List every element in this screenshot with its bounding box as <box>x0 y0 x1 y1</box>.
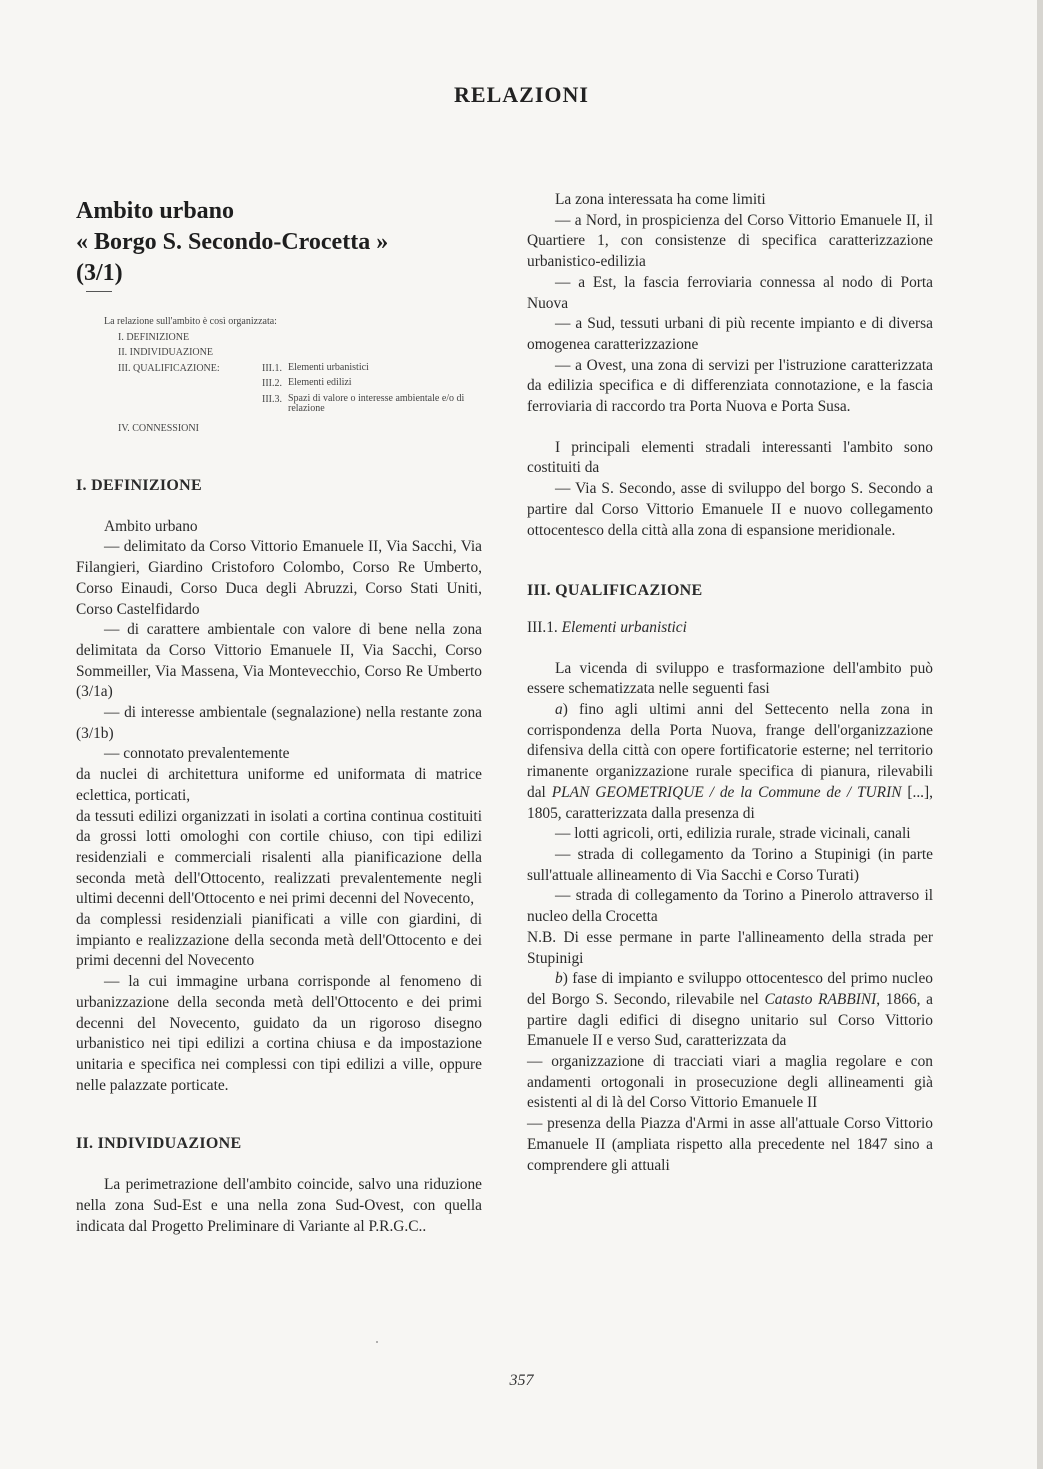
toc-intro: La relazione sull'ambito è così organizzata: <box>104 316 277 327</box>
heading-individuazione: II. INDIVIDUAZIONE <box>76 1135 242 1153</box>
toc-subitem <box>262 361 482 377</box>
heading-definizione: I. DEFINIZIONE <box>76 477 203 494</box>
toc-subitem <box>262 376 482 392</box>
toc-item: IV. CONNESSIONI <box>118 422 199 434</box>
paragraph: da complessi residenziali pianificati a ville con giardini, di impianto e realizzazione della seconda metà dell'Ottocento e dei primi decenni del Novecento <box>76 911 482 970</box>
paragraph: La zona interessata ha come limiti <box>555 191 766 208</box>
subheading-elementi-urbanistici <box>527 618 933 639</box>
heading-qualificazione: III. QUALIFICAZIONE <box>527 582 703 600</box>
toc-subitem-text: Spazi di valore o interesse ambientale e/o di relazione <box>288 392 465 414</box>
paragraph-text: ) fase di impianto e sviluppo ottocentesco del primo nucleo del Borgo S. Secondo, rilevabile nel <box>527 970 933 1008</box>
toc-subitem-text: Elementi edilizi <box>288 377 352 388</box>
scan-speck <box>376 1341 378 1343</box>
paragraph: — a Nord, in prospicienza del Corso Vittorio Emanuele II, il Quartiere 1, con consistenze di specifica caratterizzazione urbanistico-edilizia <box>527 211 933 271</box>
section-title <box>76 196 482 289</box>
toc-item: II. INDIVIDUAZIONE <box>118 347 213 358</box>
toc-subitem-number: III.1. <box>262 362 282 374</box>
paragraph-text: , 1866, a partire dagli edifici di disegno unitario sul Corso Vittorio Emanuele II e verso Sud, caratterizzata da <box>527 990 933 1050</box>
title-line-3: (3/1) <box>76 260 123 286</box>
paragraph-phase-a <box>527 700 933 824</box>
paragraph: I principali elementi stradali interessanti l'ambito sono costituiti da <box>527 438 933 477</box>
paragraph: — Via S. Secondo, asse di sviluppo del borgo S. Secondo a partire dal Corso Vittorio Emanuele II e nuovo collegamento ottocentesco della città alla zona di espansione meridionale. <box>527 480 933 539</box>
table-of-contents <box>76 314 482 436</box>
paragraph: — lotti agricoli, orti, edilizia rurale, strade vicinali, canali <box>555 825 911 843</box>
paragraph-text: [...], 1805, caratterizzata dalla presenza di <box>527 783 933 822</box>
paragraph: La vicenda di sviluppo e trasformazione dell'ambito può essere schematizzata nelle seguenti fasi <box>527 659 933 698</box>
paragraph: — delimitato da Corso Vittorio Emanuele II, Via Sacchi, Via Filangieri, Giardino Cristoforo Colombo, Corso Re Umberto, Corso Einaudi, Corso Duca degli Abruzzi, Corso Stati Uniti, Corso Castelfidardo <box>76 538 482 618</box>
paragraph: — a Sud, tessuti urbani di più recente impianto e di diversa omogenea caratterizzazione <box>527 315 933 353</box>
paragraph: — presenza della Piazza d'Armi in asse all'attuale Corso Vittorio Emanuele II (ampliata rispetto alla precedente nel 1847 sino a comprendere gli attuali <box>527 1115 933 1174</box>
toc-subitem-text: Elementi urbanistici <box>288 361 369 373</box>
list-label: a <box>555 701 563 719</box>
paragraph: N.B. Di esse permane in parte l'allineamento della strada per Stupinigi <box>527 928 933 967</box>
toc-subitem-number: III.2. <box>262 378 282 389</box>
paragraph-text: ) fino agli ultimi anni del Settecento nella zona in corrispondenza della Porta Nuova, frange dell'organizzazione difensiva della città con opere fortificatorie esterne; nel territorio rimanente organizzazione rurale specifica di pianura, rilevabili dal <box>527 701 933 801</box>
paragraph: — a Ovest, una zona di servizi per l'istruzione caratterizzata da edilizia specifica e di differenziata connotazione, e la fascia ferroviaria di raccordo tra Porta Nuova e Porta Susa. <box>527 356 933 416</box>
source-title: Catasto RABBINI <box>764 990 877 1008</box>
toc-item: III. QUALIFICAZIONE: <box>118 362 220 374</box>
toc-item: I. DEFINIZIONE <box>118 331 190 343</box>
paragraph: — la cui immagine urbana corrisponde al fenomeno di urbanizzazione della seconda metà dell'Ottocento e dei primi decenni del Novecento, guidato da un rigoroso disegno urbanistico nei tipi edilizi a cortina chiusa e da impostazione unitaria e specifica nei complessi con tipi edilizi a ville, oppure nelle palazzate porticate. <box>76 973 482 1094</box>
paragraph: — di interesse ambientale (segnalazione) nella restante zona (3/1b) <box>76 704 482 742</box>
title-line-1: Ambito urbano <box>76 198 235 224</box>
paragraph: Ambito urbano <box>104 517 198 535</box>
title-line-2: « Borgo S. Secondo-Crocetta » <box>76 229 389 255</box>
paragraph: — strada di collegamento da Torino a Stupinigi (in parte sull'attuale allineamento di Via Sacchi e Corso Turati) <box>527 845 933 884</box>
definizione-body <box>76 517 482 1097</box>
paragraph: da nuclei di architettura uniforme ed uniformata di matrice eclettica, porticati, <box>76 766 482 804</box>
paragraph: — a Est, la fascia ferroviaria connessa al nodo di Porta Nuova <box>527 273 933 312</box>
paragraph: da tessuti edilizi organizzati in isolati a cortina continua costituiti da grossi lotti omologhi con cortile chiuso, con tipi edilizi residenziali e commerciali risalenti alla pianificazione della seconda metà dell'Ottocento, realizzati prevalentemente negli ultimi decenni dell'Ottocento e nei primi decenni del Novecento, <box>76 807 482 908</box>
subheading-number: III.1. <box>527 618 558 636</box>
source-title: PLAN GEOMETRIQUE / de la Commune de / TURIN <box>551 783 902 801</box>
right-column <box>527 190 933 1176</box>
paragraph-phase-b <box>527 969 933 1052</box>
title-underline <box>86 291 112 292</box>
toc-subitem <box>262 392 482 415</box>
page-edge <box>1037 0 1043 1469</box>
running-header: RELAZIONI <box>454 82 589 107</box>
toc-subitem-number: III.3. <box>262 393 282 405</box>
left-column <box>76 190 482 1237</box>
paragraph: — connotato prevalentemente <box>104 745 290 763</box>
page-number: 357 <box>509 1372 534 1389</box>
list-label: b <box>555 970 563 988</box>
paragraph: La perimetrazione dell'ambito coincide, salvo una riduzione nella zona Sud-Est e una nella zona Sud-Ovest, con quella indicata dal Progetto Preliminare di Variante al P.R.G.C.. <box>76 1176 482 1235</box>
paragraph: — strada di collegamento da Torino a Pinerolo attraverso il nucleo della Crocetta <box>527 887 933 926</box>
paragraph: — organizzazione di tracciati viari a maglia regolare e con andamenti ortogonali in prosecuzione degli allineamenti già esistenti al di là del Corso Vittorio Emanuele II <box>527 1053 933 1112</box>
toc-subitems <box>262 361 482 415</box>
subheading-title: Elementi urbanistici <box>561 618 687 636</box>
paragraph: — di carattere ambientale con valore di bene nella zona delimitata da Corso Vittorio Emanuele II, Via Sacchi, Corso Sommeiller, Via Massena, Via Montevecchio, Corso Re Umberto (3/1a) <box>76 621 482 701</box>
